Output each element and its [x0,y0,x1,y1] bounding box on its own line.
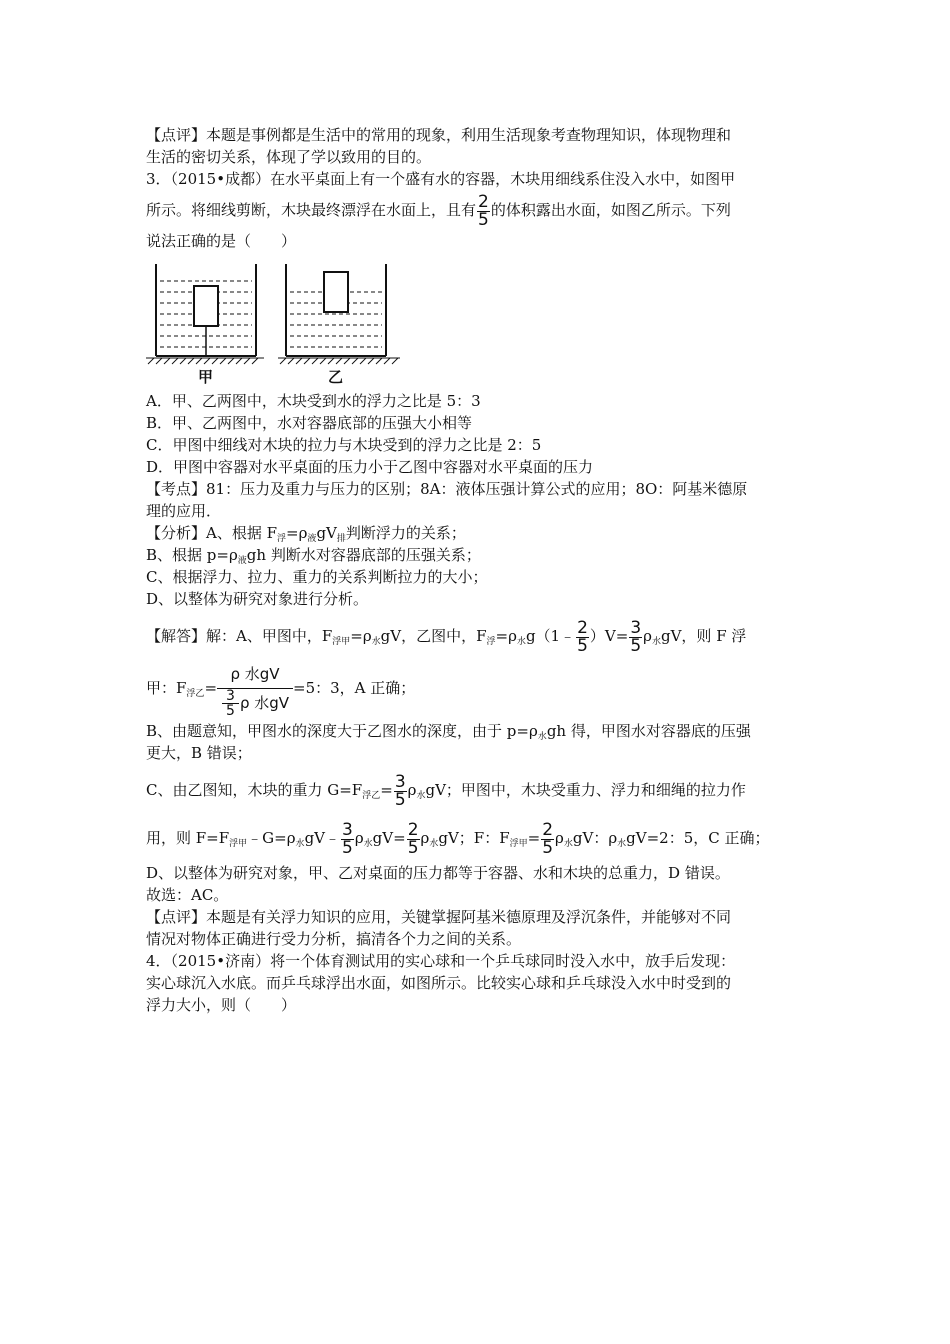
fraction: $\frac{2}{5}$ [542,819,554,858]
comment-line: 【点评】本题是有关浮力知识的应用，关键掌握阿基米德原理及浮沉条件，并能够对不同 [146,908,732,926]
question-4-stem: 4．（2015•济南）将一个体育测试用的实心球和一个乒乓球同时没入水中，放手后发现： [146,952,736,970]
figure-label-yi: 乙 [328,368,344,386]
ratio-fraction: ρ 水gV $\frac{3}{5}$ ρ 水gV [217,660,293,718]
fraction: $\frac{3}{5}$ [342,819,353,858]
solution-line: B、由题意知，甲图水的深度大于乙图水的深度，由于 $p=\rho_水gh$ 得，甲图水对容器底的压强 [146,722,751,742]
option-c: C．甲图中细线对木块的拉力与木块受到的浮力之比是 2：5 [146,436,542,454]
comment-line: 生活的密切关系，体现了学以致用的目的。 [146,148,432,166]
wood-block-submerged [194,286,218,326]
fraction-two-fifths: $\frac{2}{5}$ [478,191,489,230]
container-jia [156,264,256,356]
option-b: B．甲、乙两图中，水对容器底部的压强大小相等 [146,414,473,432]
knowledge-points: 【考点】81：压力及重力与压力的区别；8A：液体压强计算公式的应用；8O：阿基米德原 [146,480,748,498]
solution-line: 甲：$F_{浮乙}=$ ρ 水gV $\frac{3}{5}$ ρ 水gV =5：3，A 正确； [146,656,808,720]
comment-line: 情况对物体正确进行受力分析，搞清各个力之间的关系。 [146,930,522,948]
knowledge-points: 理的应用． [146,502,222,520]
analysis-line: 【分析】A、根据 $F_浮=\rho_液gV_排$判断浮力的关系； [146,524,466,544]
answer-line: 故选：AC。 [146,886,229,904]
option-a: A．甲、乙两图中，木块受到水的浮力之比是 5：3 [146,392,481,410]
table-surface [146,358,400,364]
analysis-line: D、以整体为研究对象进行分析。 [146,590,369,608]
wood-block-floating [324,272,348,312]
comment-line: 【点评】本题是事例都是生活中的常用的现象，利用生活现象考查物理知识，体现物理和 [146,126,732,144]
fraction: $\frac{2}{5}$ [577,617,588,656]
solution-line: 更大，B 错误； [146,744,252,762]
figure-label-jia: 甲 [198,368,214,386]
solution-line: C、由乙图知，木块的重力 $G=F_{浮乙}=$ $\frac{3}{5}$ $\rho_水gV$；甲图中，木块受重力、浮力和细绳的拉力作 [146,771,746,810]
document-page [146,124,808,1016]
fraction: $\frac{3}{5}$ [222,689,239,718]
question-3-stem: 3．（2015•成都）在水平桌面上有一个盛有水的容器，木块用细线系住没入水中，如图甲 [146,170,736,188]
option-d: D．甲图中容器对水平桌面的压力小于乙图中容器对水平桌面的压力 [146,458,594,476]
solution-line: 【解答】解：A、甲图中，$F_{浮甲}=\rho_水gV$，乙图中，$F_浮=\rho_水g(1﹣$ $\frac{2}{5}$ ）V= $\frac{3}{5}$ $\rho_水gV$，则 F 浮 [146,617,747,656]
analysis-line: C、根据浮力、拉力、重力的关系判断拉力的大小； [146,568,488,586]
solution-line: 用，则 $F=F_{浮甲}﹣G=\rho_水gV﹣$ $\frac{3}{5}$ $\rho_水gV=$ $\frac{2}{5}$ $\rho_水gV$；F：$F_{浮甲}=$ $\frac{2}{5}$ $\rho_水gV$：$\rho_水gV=2$：5，C 正确； [146,819,770,858]
solution-line: D、以整体为研究对象，甲、乙对桌面的压力都等于容器、水和木块的总重力，D 错误。 [146,864,730,882]
analysis-line: B、根据 $p=\rho_液gh$ 判断水对容器底部的压强关系； [146,546,481,566]
question-3-stem: 说法正确的是（ ） [146,232,297,250]
fraction: $\frac{3}{5}$ [630,617,642,656]
question-3-figure [146,256,808,386]
question-4-stem: 浮力大小，则（ ） [146,996,297,1014]
container-diagram [146,256,416,386]
fraction: $\frac{2}{5}$ [407,819,419,858]
container-yi [286,264,386,356]
question-3-stem: 所示。将细线剪断，木块最终漂浮在水面上，且有 $\frac{2}{5}$ 的体积露出水面，如图乙所示。下列 [146,191,731,230]
question-4-stem: 实心球沉入水底。而乒乓球浮出水面，如图所示。比较实心球和乒乓球没入水中时受到的 [146,974,732,992]
fraction: $\frac{3}{5}$ [394,771,406,810]
